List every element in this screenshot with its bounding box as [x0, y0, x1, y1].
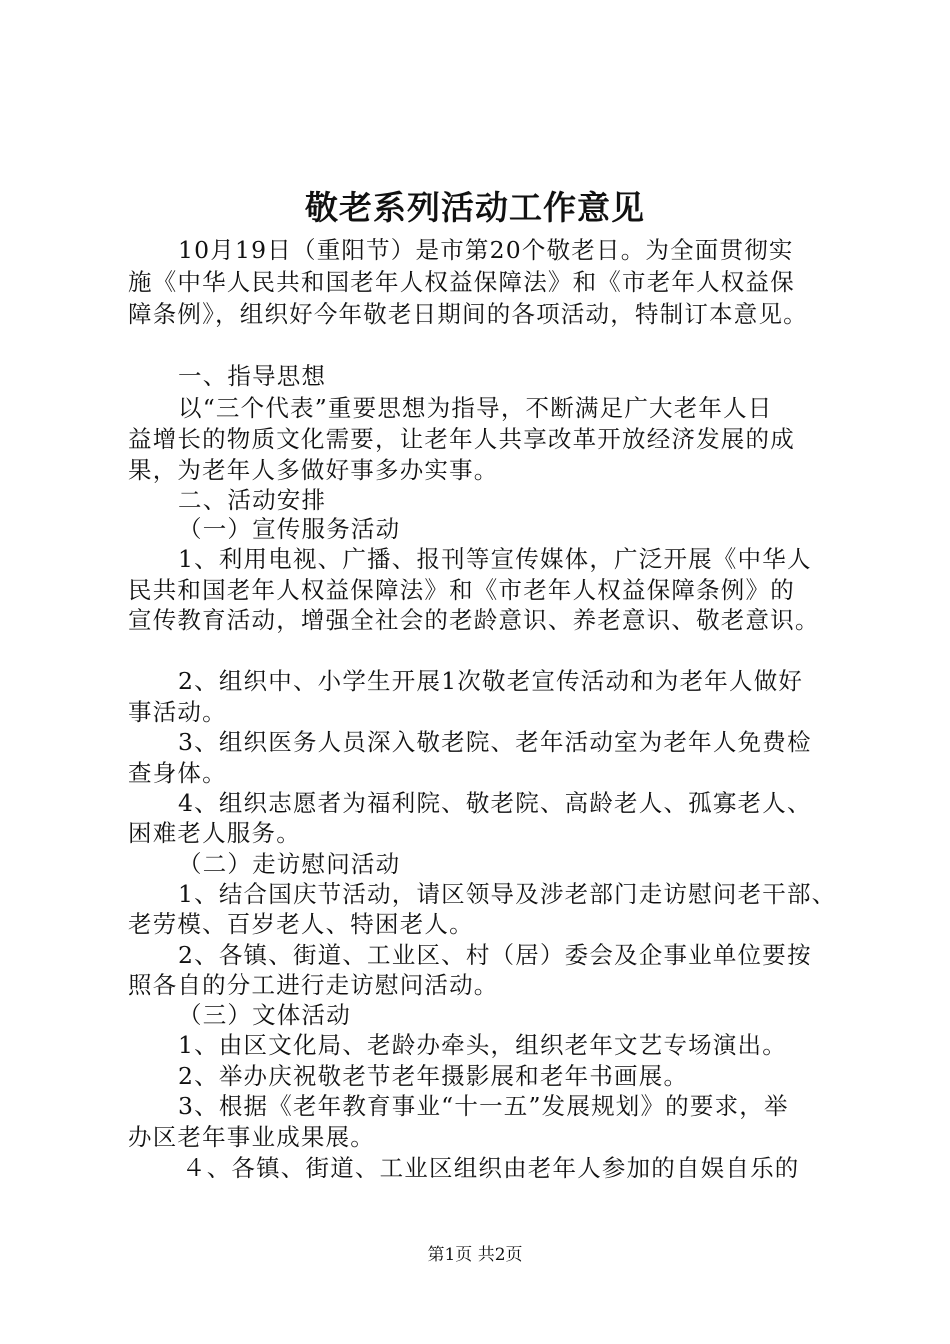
body-line: 办区老年事业成果展。: [128, 1123, 375, 1151]
body-line: 益增长的物质文化需要，让老年人共享改革开放经济发展的成: [128, 425, 795, 453]
body-line: 1、利用电视、广播、报刊等宣传媒体，广泛开展《中华人: [178, 545, 812, 573]
body-line: 宣传教育活动，增强全社会的老龄意识、养老意识、敬老意识。: [128, 606, 820, 634]
body-line: ４、各镇、街道、工业区组织由老年人参加的自娱自乐的: [182, 1154, 800, 1182]
body-line: 10月19日（重阳节）是市第20个敬老日。为全面贯彻实: [178, 236, 794, 264]
body-line: 2、举办庆祝敬老节老年摄影展和老年书画展。: [178, 1062, 689, 1090]
subsection-heading: （三）文体活动: [178, 1001, 351, 1029]
body-line: 1、由区文化局、老龄办牵头，组织老年文艺专场演出。: [178, 1031, 787, 1059]
body-line: 3、组织医务人员深入敬老院、老年活动室为老年人免费检: [178, 728, 812, 756]
section-heading: 二、活动安排: [178, 486, 327, 514]
body-line: 障条例》，组织好今年敬老日期间的各项活动，特制订本意见。: [128, 300, 808, 328]
body-line: 3、根据《老年教育事业“十一五”发展规划》的要求，举: [178, 1092, 789, 1120]
body-line: 4、组织志愿者为福利院、敬老院、高龄老人、孤寡老人、: [178, 789, 812, 817]
page-footer: 第1页 共2页: [427, 1245, 523, 1265]
body-line: 老劳模、百岁老人、特困老人。: [128, 910, 474, 938]
body-line: 1、结合国庆节活动，请区领导及涉老部门走访慰问老干部、: [178, 880, 837, 908]
body-line: 果，为老年人多做好事多办实事。: [128, 456, 499, 484]
body-line: 以“三个代表”重要思想为指导，不断满足广大老年人日: [178, 394, 773, 422]
subsection-heading: （二）走访慰问活动: [178, 850, 401, 878]
body-line: 民共和国老年人权益保障法》和《市老年人权益保障条例》的: [128, 576, 795, 604]
body-line: 2、各镇、街道、工业区、村（居）委会及企事业单位要按: [178, 941, 812, 969]
body-line: 施《中华人民共和国老年人权益保障法》和《市老年人权益保: [128, 268, 795, 296]
body-line: 事活动。: [128, 698, 227, 726]
document-title: 敬老系列活动工作意见: [305, 188, 645, 227]
body-line: 照各自的分工进行走访慰问活动。: [128, 971, 499, 999]
section-heading: 一、指导思想: [178, 362, 327, 390]
body-line: 困难老人服务。: [128, 819, 301, 847]
subsection-heading: （一）宣传服务活动: [178, 515, 401, 543]
body-line: 2、组织中、小学生开展1次敬老宣传活动和为老年人做好: [178, 667, 804, 695]
body-line: 查身体。: [128, 759, 227, 787]
